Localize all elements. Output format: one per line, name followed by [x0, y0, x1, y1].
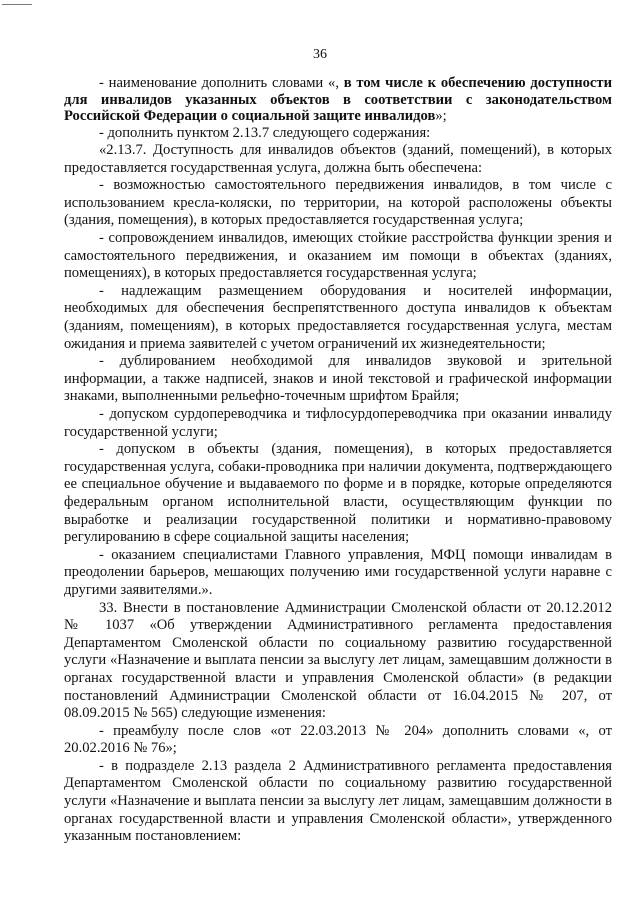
paragraph — [64, 723, 612, 758]
text-segment: - возможностью самостоятельного передвижения инвалидов, в том числе с использованием кресла-коляски, по территории, на которой расположены объекты (здания, помещения), в которых предоставляется государственная услуга; — [64, 177, 612, 229]
paragraph — [64, 142, 612, 177]
text-segment: - дополнить пунктом 2.13.7 следующего содержания: — [99, 124, 431, 141]
page-number: 36 — [313, 47, 327, 62]
text-segment: - допуском сурдопереводчика и тифлосурдопереводчика при оказании инвалиду государственной услуги; — [64, 406, 612, 440]
text-segment: - допуском в объекты (здания, помещения), в которых предоставляется государственная услуга, собаки-проводника при наличии документа, подтверждающего ее специальное обучение и выдаваемого по форме и в порядке, которые определяются федеральным органом исполнительной власти, осуществляющим функции по выработке и реализации государственной политики и нормативно-правовому регулированию в сфере социальной защиты населения; — [64, 441, 612, 546]
paragraph — [64, 441, 612, 547]
text-segment: 33. Внести в постановление Администрации Смоленской области от 20.12.2012 № 1037 «Об утверждении Административного регламента предоставления Департаментом Смоленской области по социальному развитию государственной услуги «Назначение и выплата пенсии за выслугу лет лицам, замещавшим должности в органах государственной власти и управления Смоленской области» (в редакции постановлений Администрации Смоленской области от 16.04.2015 № 207, от 08.09.2015 № 565) следующие изменения: — [64, 599, 612, 722]
text-segment: - преамбулу после слов «от 22.03.2013 № 204» дополнить словами «, от 20.02.2016 № 76»; — [64, 722, 612, 757]
text-segment: »; — [435, 108, 447, 124]
paragraph — [64, 353, 612, 406]
text-segment: - наименование дополнить словами «, — [99, 75, 344, 91]
bold-text-segment: в том числе к обеспечению доступности для инвалидов указанных объектов в соответствии с законодательством Российской Федерации о социальной защите инвалидов — [64, 75, 612, 124]
paragraph — [64, 125, 612, 143]
text-segment: - дублированием необходимой для инвалидов звуковой и зрительной информации, а также надписей, знаков и иной текстовой и графической информации знаками, выполненными рельефно-точечным шрифтом Брайля; — [64, 353, 612, 405]
paragraph — [64, 75, 612, 125]
paragraph — [64, 406, 612, 441]
text-segment: «2.13.7. Доступность для инвалидов объектов (зданий, помещений), в которых предоставляется государственная услуга, должна быть обеспечена: — [64, 142, 612, 176]
paragraph — [64, 177, 612, 230]
scan-corner-mark — [2, 4, 32, 5]
paragraph — [64, 600, 612, 723]
paragraph — [64, 758, 612, 846]
text-segment: - сопровождением инвалидов, имеющих стойкие расстройства функции зрения и самостоятельного передвижения, и оказанием им помощи в объектах (зданиях, помещениях), в которых предоставляется государственная услуга; — [64, 230, 612, 282]
document-body — [64, 75, 612, 846]
text-segment: - надлежащим размещением оборудования и носителей информации, необходимых для обеспечения беспрепятственного доступа инвалидов к объектам (зданиям, помещениям), в которых предоставляется государственная услуга, местам ожидания и приема заявителей с учетом ограничений их жизнедеятельности; — [64, 282, 612, 352]
text-segment: - оказанием специалистами Главного управления, МФЦ помощи инвалидам в преодолении барьеров, мешающих получению ими государственной услуги наравне с другими заявителями.». — [64, 546, 612, 598]
text-segment: - в подразделе 2.13 раздела 2 Административного регламента предоставления Департаментом Смоленской области по социальному развитию государственной услуги «Назначение и выплата пенсии за выслугу лет лицам, замещавшим должности в органах государственной власти и управления Смоленской области», утвержденного указанным постановлением: — [64, 757, 612, 845]
paragraph — [64, 283, 612, 353]
paragraph — [64, 230, 612, 283]
paragraph — [64, 547, 612, 600]
